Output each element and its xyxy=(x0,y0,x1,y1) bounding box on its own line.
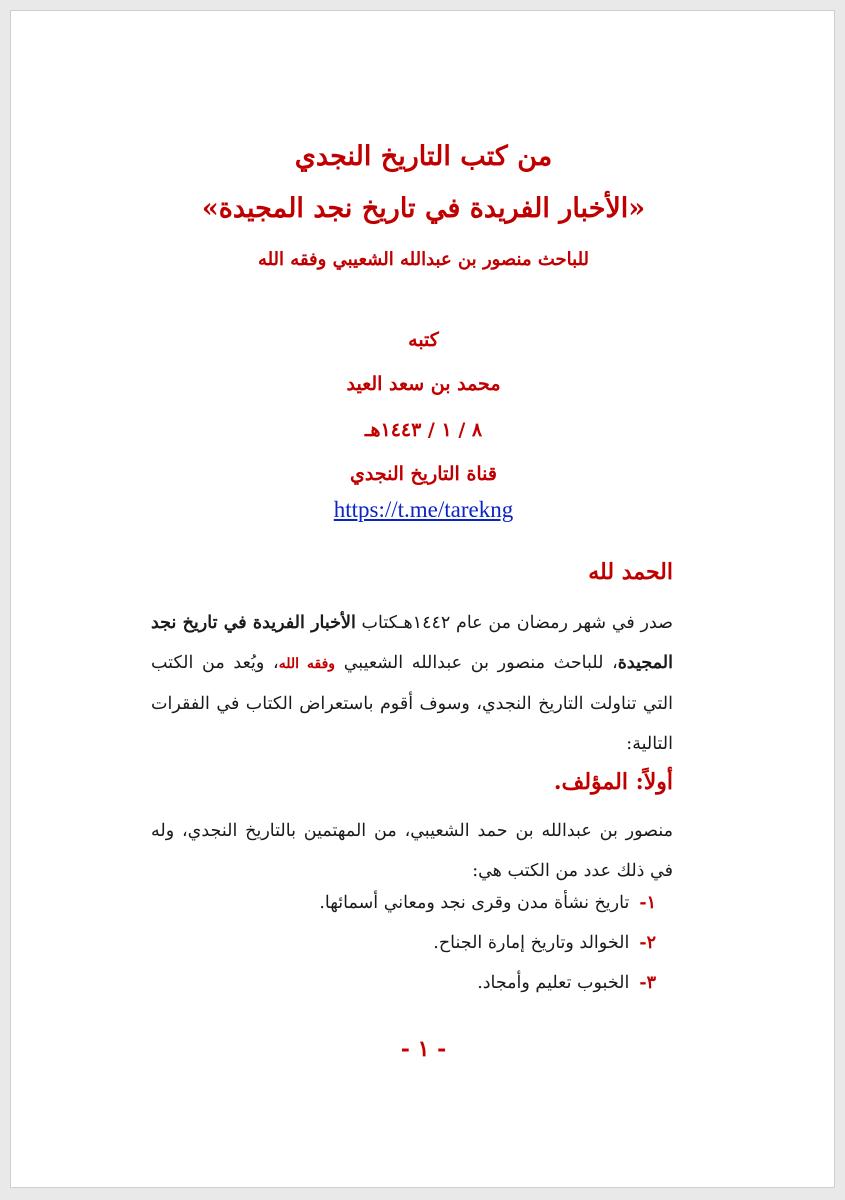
document-page xyxy=(10,10,835,1188)
viewer-frame-top xyxy=(0,0,845,10)
list-item-text: الخوالد وتاريخ إمارة الجناح. xyxy=(433,933,630,953)
list-item-number: ٢- xyxy=(639,933,656,953)
list-item-text: الخبوب تعليم وأمجاد. xyxy=(477,973,630,993)
list-item-number: ١- xyxy=(639,893,656,913)
intro-paragraph xyxy=(151,603,673,764)
intro-text-start: صدر في شهر رمضان من عام ١٤٤٢هـكتاب xyxy=(355,613,673,633)
series-title: من كتب التاريخ النجدي xyxy=(294,141,553,172)
intro-heading: الحمد لله xyxy=(588,559,673,585)
channel-link[interactable]: https://t.me/tarekng xyxy=(333,497,514,522)
channel-link-wrap xyxy=(11,497,836,523)
intro-text-end: ، ويُعد من الكتب التي تناولت التاريخ النجدي، وسوف أقوم باستعراض الكتاب في الفقرات التالية: xyxy=(151,653,673,754)
section-author-paragraph: منصور بن عبدالله بن حمد الشعيبي، من المهتمين بالتاريخ النجدي، وله في ذلك عدد من الكتب هي: xyxy=(151,821,673,881)
viewer-frame-right xyxy=(835,0,845,1200)
page-number: - ١ - xyxy=(400,1036,447,1062)
author-books-list xyxy=(151,883,656,1003)
intro-dua: وفقه الله xyxy=(278,656,336,672)
viewer-frame-left xyxy=(0,0,10,1200)
intro-text-mid: ، للباحث منصور بن عبدالله الشعيبي xyxy=(335,653,618,673)
writer-name: محمد بن سعد العيد xyxy=(346,373,501,395)
book-title: «الأخبار الفريدة في تاريخ نجد المجيدة» xyxy=(201,193,646,224)
viewer-frame-bottom xyxy=(0,1188,845,1200)
list-item xyxy=(151,923,656,963)
writer-date: ٨ / ١ / ١٤٤٣هـ xyxy=(364,419,483,441)
list-item-text: تاريخ نشأة مدن وقرى نجد ومعاني أسمائها. xyxy=(319,893,630,913)
section-author-heading: أولاً: المؤلف. xyxy=(553,769,673,795)
list-item-number: ٣- xyxy=(639,973,656,993)
writer-label: كتبه xyxy=(408,329,439,351)
author-line: للباحث منصور بن عبدالله الشعيبي وفقه الله xyxy=(257,249,590,270)
list-item xyxy=(151,963,656,1003)
channel-name: قناة التاريخ النجدي xyxy=(349,463,498,485)
list-item xyxy=(151,883,656,923)
intro-book-name: الأخبار الفريدة في تاريخ نجد المجيدة xyxy=(151,613,673,673)
